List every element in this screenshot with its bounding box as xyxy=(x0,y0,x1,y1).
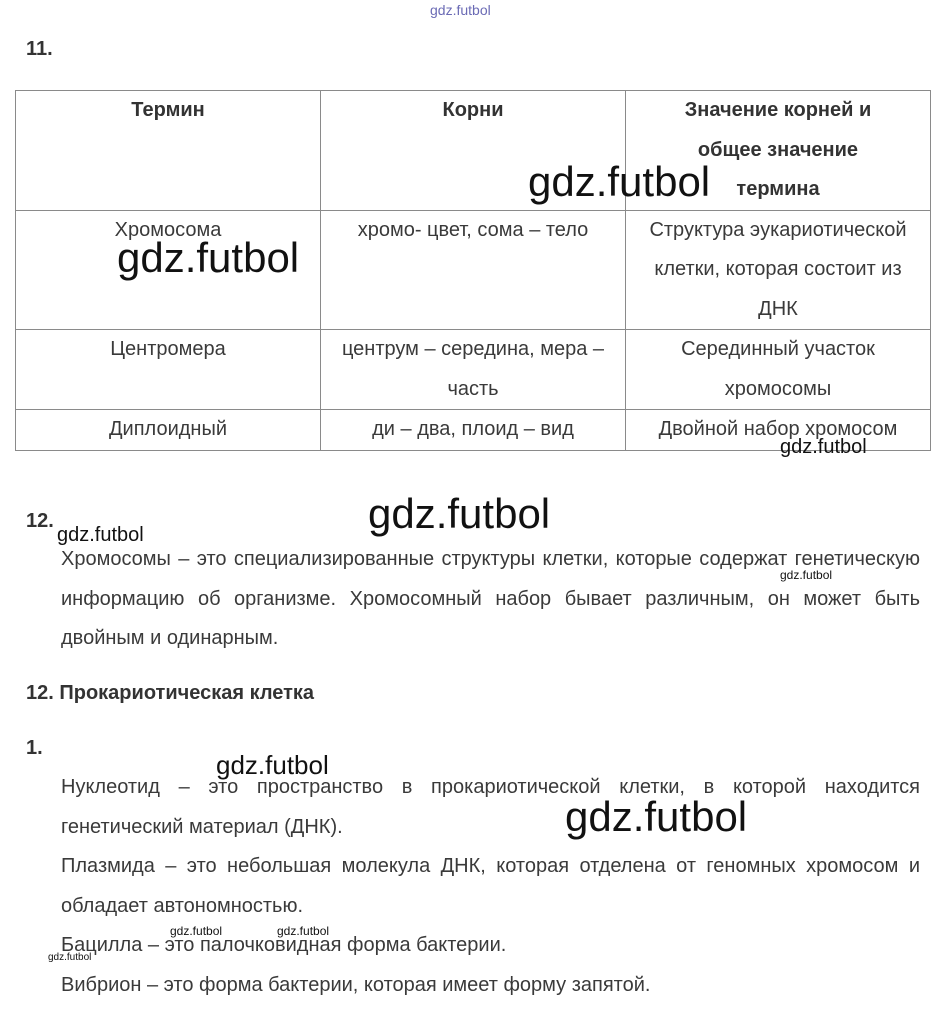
watermark-top: gdz.futbol xyxy=(430,2,491,18)
cell-term: Диплоидный xyxy=(16,410,321,451)
header-term: Термин xyxy=(16,91,321,211)
cell-roots: хромо- цвет, сома – тело xyxy=(321,210,626,330)
task-12-text: Хромосомы – это специализированные структуры клетки, которые содержат генетическую информацию об организме. Хромосомный набор бывает различным, он может быть двойным и одинарным. xyxy=(61,548,920,649)
cell-roots: центрум – середина, мера – часть xyxy=(321,330,626,410)
paragraph-bacillus: Бацилла – это палочковидная форма бактерии. xyxy=(61,934,507,956)
cell-meaning: Серединный участок хромосомы xyxy=(626,330,931,410)
watermark: gdz.futbol xyxy=(170,924,223,938)
watermark: gdz.futbol xyxy=(216,750,329,780)
watermark: gdz.futbol xyxy=(48,952,92,963)
watermark: gdz.futbol xyxy=(117,234,300,281)
cell-meaning: Двойной набор хромосом xyxy=(626,410,931,451)
paragraph-vibrio: Вибрион – это форма бактерии, которая имеет форму запятой. xyxy=(61,974,651,996)
watermark: gdz.futbol xyxy=(57,524,144,546)
cell-roots: ди – два, плоид – вид xyxy=(321,410,626,451)
table-header-row xyxy=(16,91,931,211)
watermark: gdz.futbol xyxy=(565,793,748,840)
watermark: gdz.futbol xyxy=(780,436,867,458)
cell-term: Хромосома xyxy=(16,210,321,330)
watermark: gdz.futbol xyxy=(780,568,833,582)
watermark: gdz.futbol xyxy=(528,158,711,205)
task-12-number: 12. xyxy=(26,510,54,532)
cell-meaning: Структура эукариотической клетки, которая состоит из ДНК xyxy=(626,210,931,330)
section-title: 12. Прокариотическая клетка xyxy=(26,682,315,704)
paragraph-nucleoid: Нуклеотид – это пространство в прокариотической клетки, в которой находится генетический материал (ДНК). xyxy=(61,776,920,838)
task-11-number: 11. xyxy=(26,38,53,60)
table-row xyxy=(16,330,931,410)
header-meaning: Значение корней и общее значение термина xyxy=(626,91,931,211)
watermark: gdz.futbol xyxy=(277,924,330,938)
watermark: gdz.futbol xyxy=(368,490,551,537)
cell-term: Центромера xyxy=(16,330,321,410)
task-1-number: 1. xyxy=(26,737,43,759)
header-roots: Корни xyxy=(321,91,626,211)
paragraph-plasmid: Плазмида – это небольшая молекула ДНК, которая отделена от геномных хромосом и обладает автономностью. xyxy=(61,855,920,917)
